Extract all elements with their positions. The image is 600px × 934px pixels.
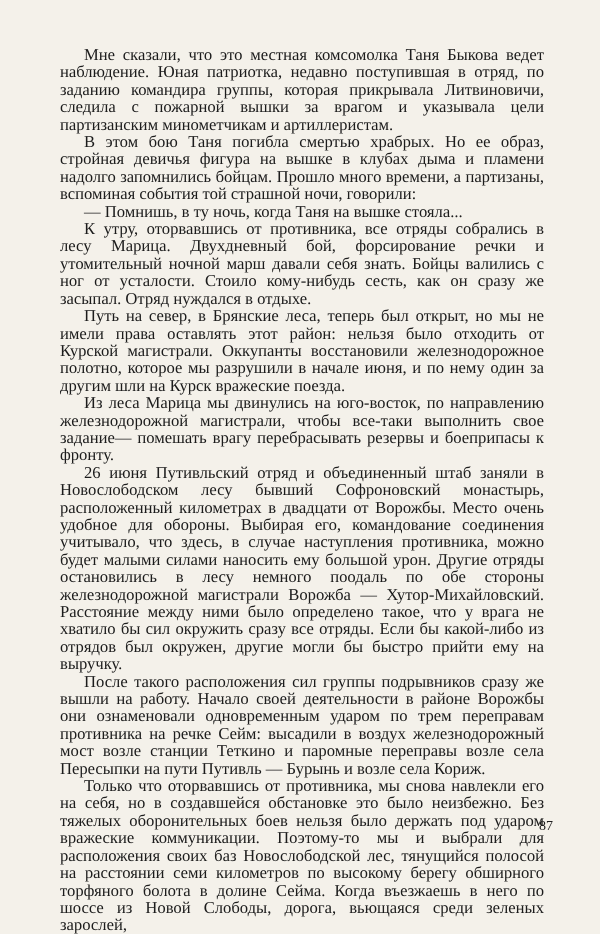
paragraph: Мне сказали, что это местная комсомолка Таня Быкова ведет наблюдение. Юная патриотка, недавно поступившая в отряд, по заданию командира группы, которая прикрывала Литвиновичи, следила с пожарной вышки за врагом и указывала цели партизанским минометчикам и артиллеристам. (60, 45, 544, 134)
paragraph: После такого расположения сил группы подрывников сразу же вышли на работу. Начало своей деятельности в районе Ворожбы они ознаменовали одновременным ударом по трем переправам противника на речке Сейм: высадили в воздух железнодорожный мост возле станции Теткино и паромные переправы возле села Пересыпки на пути Путивль — Бурынь и возле села Кориж. (60, 671, 544, 778)
paragraph: — Помнишь, в ту ночь, когда Таня на вышке стояла... (84, 201, 463, 221)
main-text (60, 46, 544, 934)
paragraph: Из леса Марица мы двинулись на юго-восток, по направлению железнодорожной магистрали, чтобы все-таки выполнить свое задание— помешать врагу перебрасывать резервы и боеприпасы к фронту. (60, 393, 544, 465)
paragraph: Только что оторвавшись от противника, мы снова навлекли его на себя, но в создавшейся обстановке это было неизбежно. Без тяжелых оборонительных боев нельзя было держать под ударом вражеские коммуникации. Поэтому-то мы и выбрали для расположения своих баз Новослободской лес, тянущийся полосой на расстоянии семи километров по высокому берегу обширного торфяного болота в долине Сейма. Когда въезжаешь в него по шоссе из Новой Слободы, дорога, вьющаяся среди зеленых зарослей, (60, 776, 544, 934)
paragraph: К утру, оторвавшись от противника, все отряды собрались в лесу Марица. Двухдневный бой, форсирование речки и утомительный ночной марш давали себя знать. Бойцы валились с ног от усталости. Стоило кому-нибудь сесть, как он сразу же засыпал. Отряд нуждался в отдыхе. (60, 219, 544, 308)
paragraph: Путь на север, в Брянские леса, теперь был открыт, но мы не имели права оставлять этот район: нельзя было отходить от Курской магистрали. Оккупанты восстановили железнодорожное полотно, которое мы разрушили в начале июня, и по нему один за другим шли на Курск вражеские поезда. (60, 306, 544, 395)
paragraph: В этом бою Таня погибла смертью храбрых. Но ее образ, стройная девичья фигура на вышке в клубах дыма и пламени надолго запомнились бойцам. Прошло много времени, а партизаны, вспоминая события той страшной ночи, говорили: (60, 132, 544, 204)
paragraph: 26 июня Путивльский отряд и объединенный штаб заняли в Новослободском лесу бывший Софроновский монастырь, расположенный километрах в двадцати от Ворожбы. Место очень удобное для обороны. Выбирая его, командование соединения учитывало, что здесь, в случае наступления противника, можно будет малыми силами наносить ему большой урон. Другие отряды остановились в лесу немного поодаль по обе стороны железнодорожной магистрали Ворожба — Хутор-Михайловский. Расстояние между ними было определено такое, что у врага не хватило бы сил окружить сразу все отряды. Если бы какой-либо из отрядов был окружен, другие могли бы быстро прийти ему на выручку. (60, 462, 544, 674)
page-number: 87 (539, 819, 553, 834)
